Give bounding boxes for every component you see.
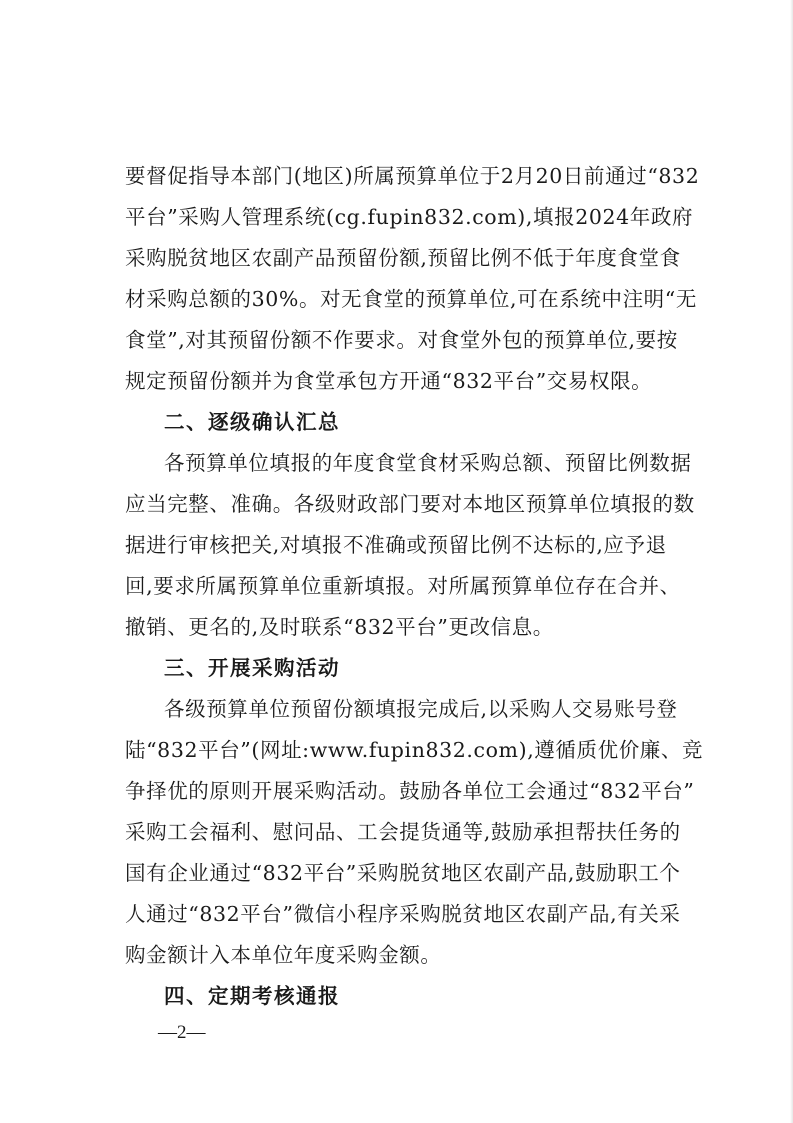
section-heading-3: 三、开展采购活动 [164,656,340,680]
page-number: —2— [158,1022,206,1043]
section-heading-2: 二、逐级确认汇总 [164,410,340,434]
body-text-line: 规定预留份额并为食堂承包方开通“832平台”交易权限。 [125,369,653,393]
body-text-line: 各预算单位填报的年度食堂食材采购总额、预留比例数据 [164,451,692,475]
body-text-line: 回,要求所属预算单位重新填报。对所属预算单位存在合并、 [125,574,681,598]
body-text-line: 撤销、更名的,及时联系“832平台”更改信息。 [125,615,554,639]
body-text-line: 国有企业通过“832平台”采购脱贫地区农副产品,鼓励职工个 [125,861,681,885]
section-heading-4: 四、定期考核通报 [164,984,340,1008]
body-text-line: 食堂”,对其预留份额不作要求。对食堂外包的预算单位,要按 [125,328,678,352]
body-text-line: 采购工会福利、慰问品、工会提货通等,鼓励承担帮扶任务的 [125,820,681,844]
body-text-line: 采购脱贫地区农副产品预留份额,预留比例不低于年度食堂食 [125,246,681,270]
body-text-line: 据进行审核把关,对填报不准确或预留比例不达标的,应予退 [125,533,667,557]
body-text-line: 人通过“832平台”微信小程序采购脱贫地区农副产品,有关采 [125,902,681,926]
body-text-line: 应当完整、准确。各级财政部门要对本地区预算单位填报的数 [125,492,695,516]
body-text-line: 要督促指导本部门(地区)所属预算单位于2月20日前通过“832 [125,164,700,188]
body-text-line: 购金额计入本单位年度采购金额。 [125,943,442,967]
body-text-line: 材采购总额的30%。对无食堂的预算单位,可在系统中注明“无 [125,287,697,311]
body-text-line: 各级预算单位预留份额填报完成后,以采购人交易账号登 [164,697,678,721]
body-text-line: 平台”采购人管理系统(cg.fupin832.com),填报2024年政府 [125,205,694,229]
body-text-line: 陆“832平台”(网址:www.fupin832.com),遵循质优价廉、竞 [125,738,704,762]
body-text-line: 争择优的原则开展采购活动。鼓励各单位工会通过“832平台” [125,779,695,803]
